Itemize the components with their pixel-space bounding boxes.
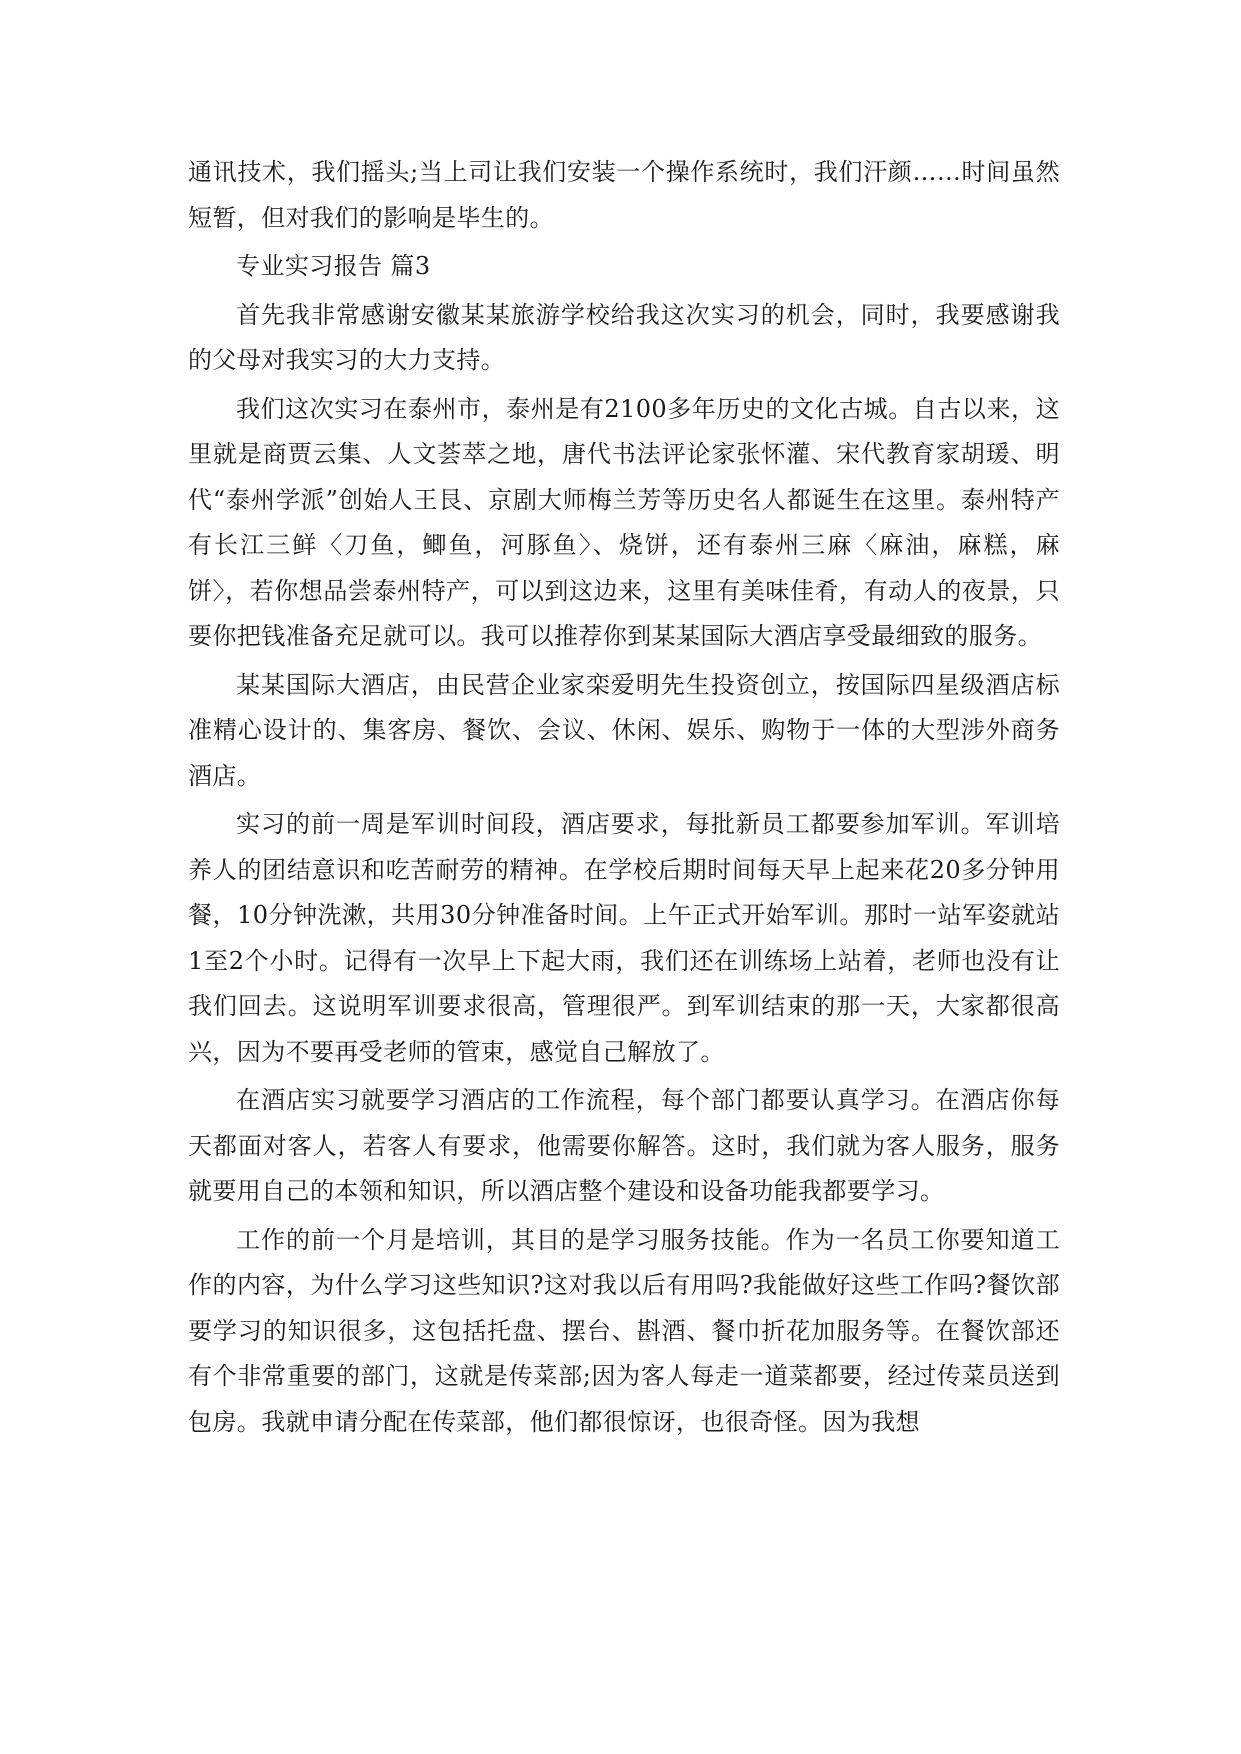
- paragraph-thanks: 首先我非常感谢安徽某某旅游学校给我这次实习的机会，同时，我要感谢我的父母对我实习的大力支持。: [188, 300, 1060, 374]
- paragraph-continued: 通讯技术，我们摇头;当上司让我们安装一个操作系统时，我们汗颜……时间虽然短暂，但对我们的影响是毕生的。: [188, 158, 1060, 232]
- section-heading: 专业实习报告 篇3: [236, 252, 431, 280]
- paragraph-taizhou: 我们这次实习在泰州市，泰州是有2100多年历史的文化古城。自古以来，这里就是商贾云集、人文荟萃之地，唐代书法评论家张怀灌、宋代教育家胡瑗、明代“泰州学派”创始人王艮、京剧大师梅兰芳等历史名人都诞生在这里。泰州特产有长江三鲜〈刀鱼，鲫鱼，河豚鱼〉、烧饼，还有泰州三麻〈麻油，麻糕，麻饼〉，若你想品尝泰州特产，可以到这边来，这里有美味佳肴，有动人的夜景，只要你把钱准备充足就可以。我可以推荐你到某某国际大酒店享受最细致的服务。: [188, 394, 1060, 650]
- paragraph-military-training: 实习的前一周是军训时间段，酒店要求，每批新员工都要参加军训。军训培养人的团结意识和吃苦耐劳的精神。在学校后期时间每天早上起来花20多分钟用餐，10分钟洗漱，共用30分钟准备时间。上午正式开始军训。那时一站军姿就站1至2个小时。记得有一次早上下起大雨，我们还在训练场上站着，老师也没有让我们回去。这说明军训要求很高，管理很严。到军训结束的那一天，大家都很高兴，因为不要再受老师的管束，感觉自己解放了。: [188, 810, 1060, 1066]
- paragraph-hotel: 某某国际大酒店，由民营企业家栾爱明先生投资创立，按国际四星级酒店标准精心设计的、集客房、餐饮、会议、休闲、娱乐、购物于一体的大型涉外商务酒店。: [188, 670, 1060, 790]
- paragraph-workflow: 在酒店实习就要学习酒店的工作流程，每个部门都要认真学习。在酒店你每天都面对客人，若客人有要求，他需要你解答。这时，我们就为客人服务，服务就要用自己的本领和知识，所以酒店整个建设和设备功能我都要学习。: [188, 1086, 1060, 1205]
- paragraph-training: 工作的前一个月是培训，其目的是学习服务技能。作为一名员工你要知道工作的内容，为什么学习这些知识?这对我以后有用吗?我能做好这些工作吗?餐饮部要学习的知识很多，这包括托盘、摆台、斟酒、餐巾折花加服务等。在餐饮部还有个非常重要的部门，这就是传菜部;因为客人每走一道菜都要，经过传菜员送到包房。我就申请分配在传菜部，他们都很惊讶，也很奇怪。因为我想: [188, 1225, 1060, 1436]
- document-body: [188, 150, 1060, 1448]
